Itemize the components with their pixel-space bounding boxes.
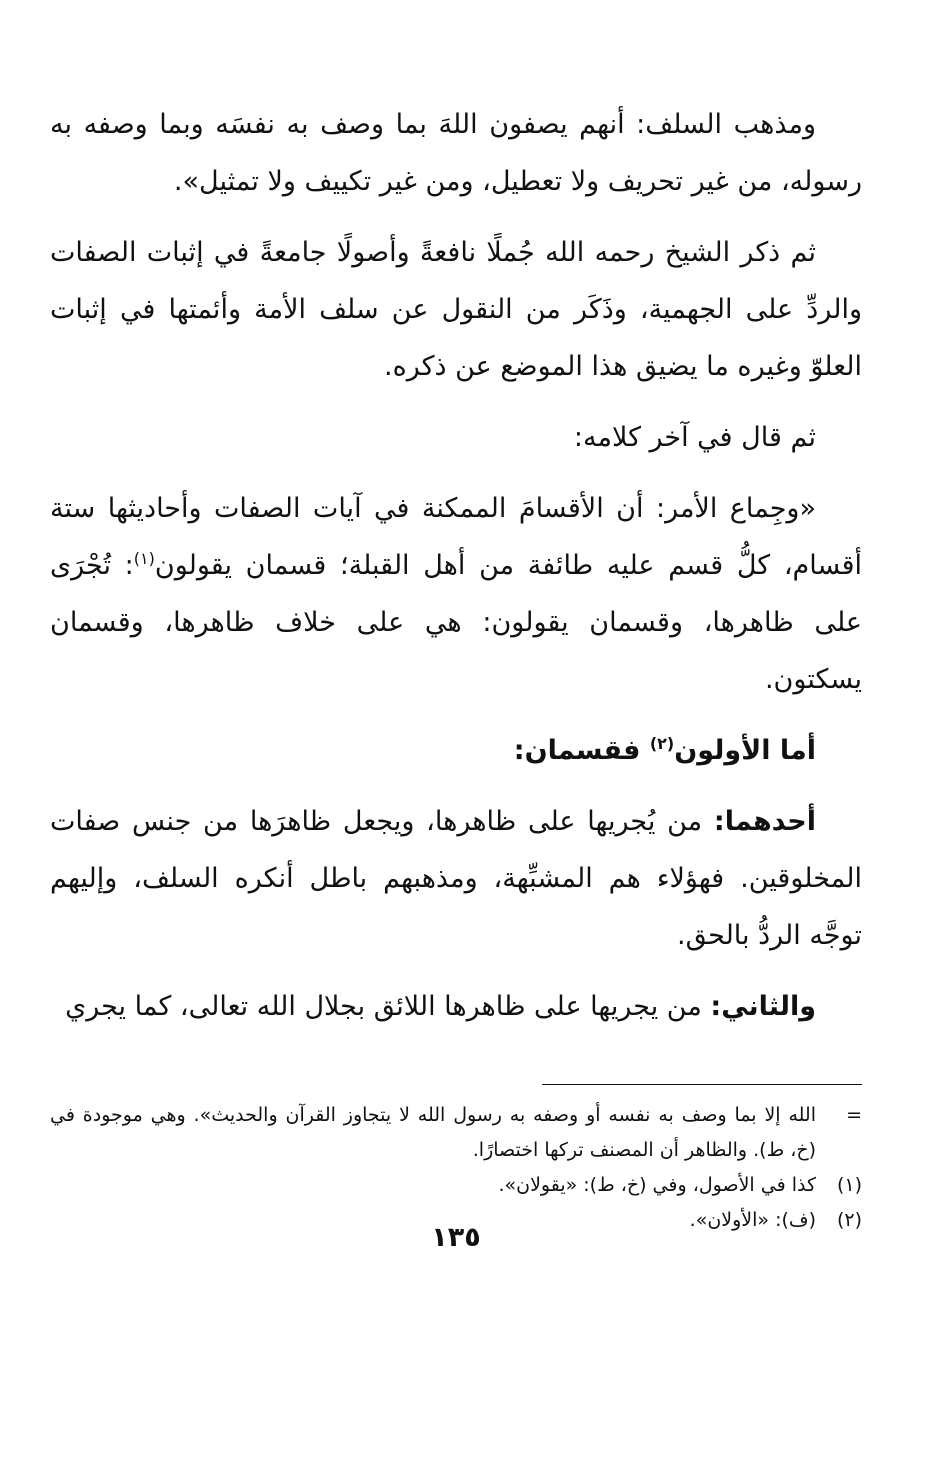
quote-text-end: : تُجْرَى على ظاهرها، وقسمان يقولون: هي على خلاف ظاهرها، وقسمان يسكتون. — [50, 550, 862, 695]
paragraph-second-group — [50, 978, 862, 1035]
footnotes — [50, 1098, 862, 1238]
first-group-lead: أحدهما: — [713, 806, 816, 837]
paragraph-first-group — [50, 793, 862, 964]
footnote-divider — [542, 1084, 862, 1085]
second-group-lead: والثاني: — [710, 991, 816, 1022]
page-number: ١٣٥ — [431, 1222, 481, 1253]
footnote-1-mark: (١) — [836, 1174, 862, 1196]
footnote-continuation — [50, 1098, 862, 1168]
footnote-2-mark: (٢) — [836, 1209, 862, 1231]
main-text — [50, 96, 862, 1035]
footnote-1 — [50, 1168, 862, 1203]
paragraph-sheikh-summary: ثم ذكر الشيخ رحمه الله جُملًا نافعةً وأصولًا جامعةً في إثبات الصفات والردِّ على الجهمية، وذَكَر من النقول عن سلف الأمة وأئمتها في إثبات العلوّ وغيره ما يضيق هذا الموضع عن ذكره. — [50, 237, 862, 382]
paragraph-then-said: ثم قال في آخر كلامه: — [573, 422, 816, 453]
paragraph-quote-six-divisions — [50, 480, 862, 708]
section-heading-first-ones — [50, 722, 862, 779]
quote-text-start: «وجِماع الأمر: أن الأقسامَ الممكنة في آيات الصفات وأحاديثها ستة أقسام، كلُّ قسم عليه طائفة من أهل القبلة؛ قسمان يقولون — [50, 493, 862, 581]
footnote-1-text: كذا في الأصول، وفي (خ، ط): «يقولان». — [498, 1174, 816, 1196]
footnote-continuation-text: الله إلا بما وصف به نفسه أو وصفه به رسول الله لا يتجاوز القرآن والحديث». وهي موجودة في (خ، ط). والظاهر أن المصنف تركها اختصارًا. — [50, 1104, 816, 1161]
book-page — [50, 96, 862, 1469]
footnote-marker-1: (١) — [133, 549, 155, 568]
section-heading-start: أما الأولون — [674, 735, 816, 766]
first-group-text: من يُجريها على ظاهرها، ويجعل ظاهرَها من جنس صفات المخلوقين. فهؤلاء هم المشبِّهة، ومذهبهم باطل أنكره السلف، وإليهم توجَّه الردُّ بالحق. — [50, 806, 862, 951]
paragraph-salaf-doctrine: ومذهب السلف: أنهم يصفون اللهَ بما وصف به نفسَه وبما وصفه به رسوله، من غير تحريف ولا تعطيل، ومن غير تكييف ولا تمثيل». — [50, 109, 862, 197]
footnote-2-text: (ف): «الأولان». — [689, 1209, 816, 1231]
section-heading-end: فقسمان: — [513, 735, 650, 766]
second-group-text: من يجريها على ظاهرها اللائق بجلال الله تعالى، كما يجري — [65, 991, 711, 1022]
footnote-marker-2: (٢) — [649, 734, 675, 753]
footnote-continuation-mark: = — [846, 1104, 862, 1126]
